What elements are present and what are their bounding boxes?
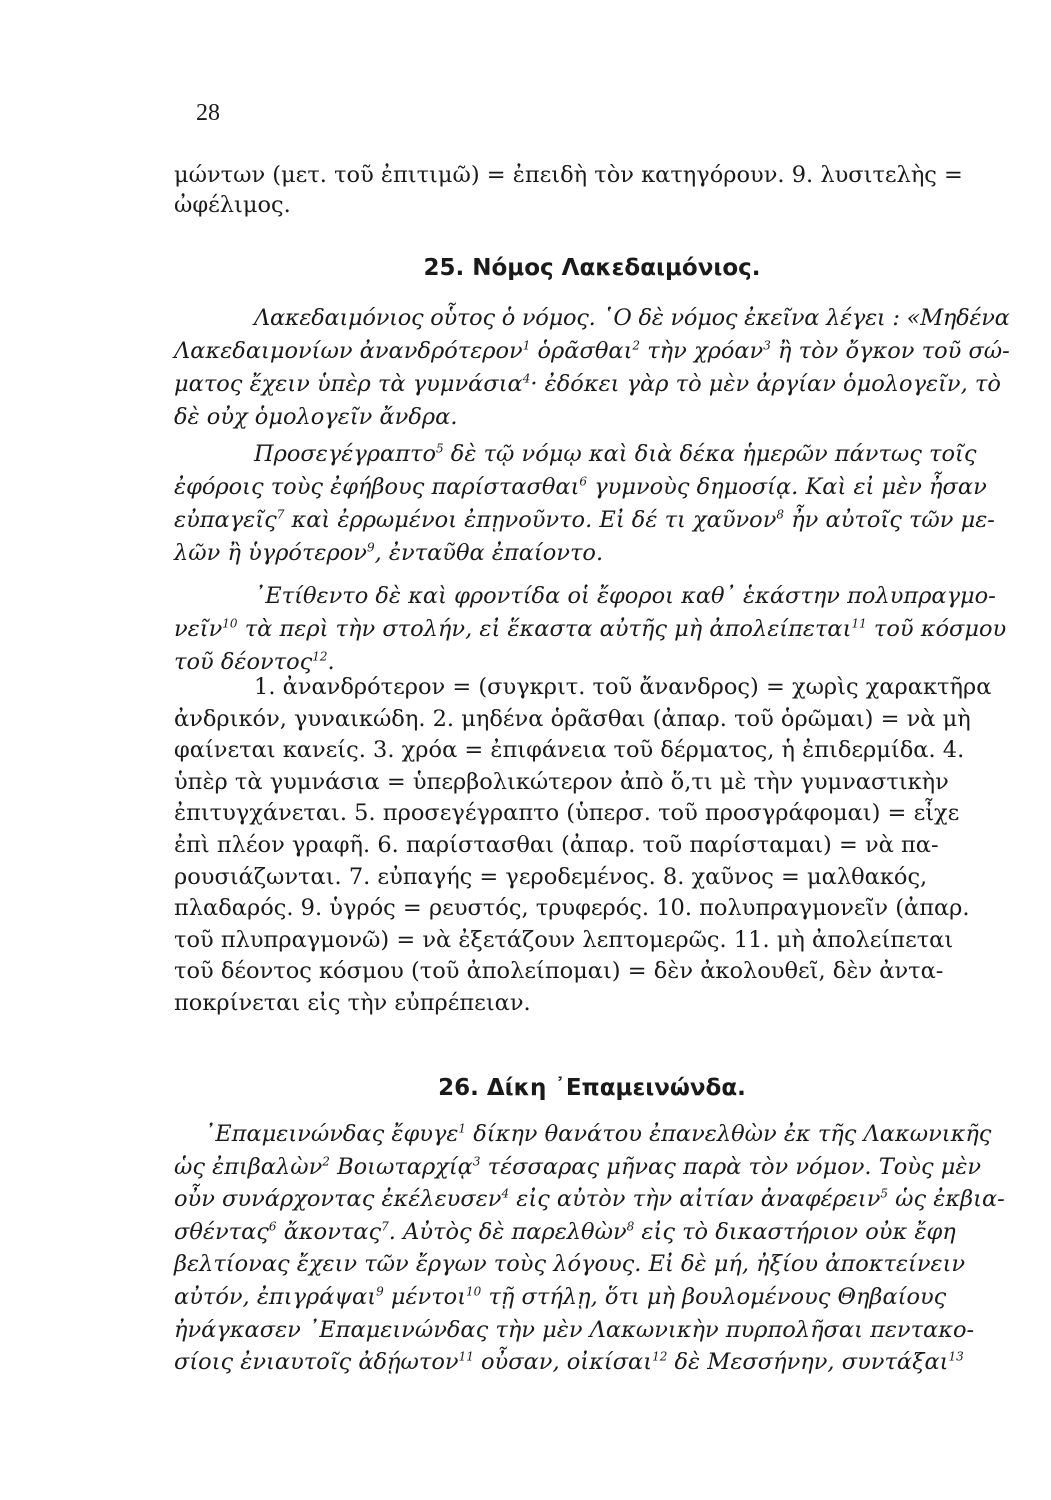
footnote-marker: 4: [501, 1186, 510, 1201]
section-heading: 25. Νόμος Λακεδαιμόνιος.: [423, 255, 761, 281]
text-line: ἐπιτυγχάνεται. 5. προσεγέγραπτο (ὑπερσ. τοῦ προσγράφομαι) = εἶχε: [174, 800, 960, 827]
footnote-marker: 4: [522, 371, 531, 386]
text-line: βελτίονας ἔχειν τῶν ἔργων τοὺς λόγους. Εἰ δὲ μή, ἠξίου ἀποκτείνειν: [174, 1251, 966, 1278]
footnote-marker: 7: [381, 1219, 389, 1234]
text-line: λῶν ἢ ὑγρότερον$^9$, ἐνταῦθα ἐπαίοντο.: [174, 540, 604, 566]
footnote-marker: 12: [652, 1349, 668, 1364]
text-line: ἠνάγκασεν ᾿Επαμεινώνδας τὴν μὲν Λακωνικὴν πυρπολῆσαι πεντακο-: [174, 1316, 975, 1343]
footnote-marker: 9: [376, 1284, 384, 1299]
text-line: Λακεδαιμόνιος οὗτος ὁ νόμος. ῾Ο δὲ νόμος ἐκεῖνα λέγει : «Μηδένα: [254, 305, 1010, 331]
text-line: εὐπαγεῖς$^7$ καὶ ἐρρωμένοι ἐπῃνοῦντο. Εἰ δέ τι χαῦνον$^8$ ἦν αὐτοῖς τῶν με-: [174, 507, 995, 533]
footnote-marker: 8: [776, 507, 785, 522]
footnote-marker: 13: [948, 1349, 964, 1364]
text-line: Προσεγέγραπτο$^5$ δὲ τῷ νόμῳ καὶ διὰ δέκα ἡμερῶν πάντως τοῖς: [254, 441, 977, 467]
text-line: μώντων (μετ. τοῦ ἐπιτιμῶ) = ἐπειδὴ τὸν κατηγόρουν. 9. λυσιτελὴς =: [174, 162, 963, 188]
text-line: ἐφόροις τοὺς ἐφήβους παρίστασθαι$^6$ γυμνοὺς δημοσίᾳ. Καὶ εἰ μὲν ἦσαν: [174, 474, 987, 500]
text-line: τοῦ πλυπραγμονῶ) = νὰ ἐξετάζουν λεπτομερῶς. 11. μὴ ἀπολείπεται: [174, 926, 954, 953]
text-line: ᾿Επαμεινώνδας ἔφυγε$^1$ δίκην θανάτου ἐπανελθὼν ἐκ τῆς Λακωνικῆς: [204, 1121, 992, 1147]
footnote-marker: 9: [366, 540, 375, 555]
text-line: ματος ἔχειν ὑπὲρ τὰ γυμνάσια$^4$· ἐδόκει γὰρ τὸ μὲν ἀργίαν ὁμολογεῖν, τὸ: [174, 371, 1001, 397]
text-line: σίοις ἐνιαυτοῖς ἀδῄωτον$^{11}$ οὖσαν, οἰκίσαι$^{12}$ δὲ Μεσσήνην, συντάξαι$^{13}$: [174, 1349, 964, 1376]
text-line: ὑπὲρ τὰ γυμνάσια = ὑπερβολικώτερον ἀπὸ ὅ,τι μὲ τὴν γυμναστικὴν: [174, 768, 949, 795]
footnote-marker: 5: [436, 441, 444, 456]
footnote-marker: 11: [851, 616, 867, 631]
footnote-marker: 2: [322, 1154, 330, 1169]
text-line: ὠφέλιμος.: [174, 192, 291, 218]
section-25-paragraph-3: [174, 580, 1010, 679]
text-line: Λακεδαιμονίων ἀνανδρότερον$^1$ ὁρᾶσθαι$^2$ τὴν χρόαν$^3$ ἢ τὸν ὄγκον τοῦ σώ-: [174, 338, 1010, 364]
text-line: ὡς ἐπιβαλὼν$^2$ Βοιωταρχίᾳ$^3$ τέσσαρας μῆνας παρὰ τὸν νόμον. Τοὺς μὲν: [174, 1153, 982, 1180]
text-line: ἐπὶ πλέον γραφῆ. 6. παρίστασθαι (ἀπαρ. τοῦ παρίσταμαι) = νὰ πα-: [174, 831, 939, 858]
text-line: ᾿Ετίθεντο δὲ καὶ φροντίδα οἱ ἔφοροι καθ᾿ ἑκάστην πολυπραγμο-: [254, 583, 996, 609]
page-number: 28: [196, 100, 220, 126]
text-line: τοῦ δέοντος κόσμου (τοῦ ἀπολείπομαι) = δὲν ἀκολουθεῖ, δὲν ἀντα-: [174, 958, 944, 985]
text-line: πλαδαρός. 9. ὑγρός = ρευστός, τρυφερός. 10. πολυπραγμονεῖν (ἀπαρ.: [174, 895, 970, 922]
section-26-paragraph: [174, 1118, 1010, 1379]
footnote-marker: 2: [632, 338, 641, 353]
text-line: ποκρίνεται εἰς τὴν εὐπρέπειαν.: [174, 989, 531, 1016]
text-line: νεῖν$^{10}$ τὰ περὶ τὴν στολήν, εἰ ἕκαστα αὐτῆς μὴ ἀπολείπεται$^{11}$ τοῦ κόσμου: [174, 616, 1007, 642]
footnote-marker: 3: [472, 1154, 481, 1169]
footnote-marker: 12: [312, 649, 328, 664]
text-line: σθέντας$^6$ ἄκοντας$^7$. Αὐτὸς δὲ παρελθὼν$^8$ εἰς τὸ δικαστήριον οὐκ ἔφη: [174, 1218, 956, 1245]
text-line: αὐτόν, ἐπιγράψαι$^9$ μέντοι$^{10}$ τῇ στήλῃ, ὅτι μὴ βουλομένους Θηβαίους: [174, 1283, 947, 1310]
text-line: φαίνεται κανείς. 3. χρόα = ἐπιφάνεια τοῦ δέρματος, ἡ ἐπιδερμίδα. 4.: [174, 737, 965, 764]
footnote-marker: 1: [458, 1121, 467, 1136]
text-line: δὲ οὐχ ὁμολογεῖν ἄνδρα.: [174, 404, 458, 430]
section-26-heading: [174, 1073, 1010, 1103]
footnote-marker: 6: [268, 1219, 277, 1234]
footnote-marker: 11: [458, 1349, 474, 1364]
footnote-marker: 10: [466, 1284, 482, 1299]
footnote-marker: 10: [222, 616, 238, 631]
text-line: τοῦ δέοντος$^{12}$.: [174, 649, 335, 675]
text-line: ἀνδρικόν, γυναικώδη. 2. μηδένα ὁρᾶσθαι (ἀπαρ. τοῦ ὁρῶμαι) = νὰ μὴ: [174, 705, 971, 732]
footnote-marker: 3: [763, 338, 771, 353]
footnote-marker: 7: [276, 507, 285, 522]
text-line: οὖν συνάρχοντας ἐκέλευσεν$^4$ εἰς αὐτὸν τὴν αἰτίαν ἀναφέρειν$^5$ ὡς ἐκβια-: [174, 1186, 1005, 1213]
footnote-marker: 6: [579, 474, 588, 489]
section-25-notes: [174, 672, 1010, 1020]
footnote-marker: 5: [880, 1186, 889, 1201]
section-25-heading: [174, 253, 1010, 283]
continued-gloss: [174, 160, 1010, 220]
section-heading: 26. Δίκη ᾿Επαμεινώνδα.: [438, 1075, 746, 1101]
section-25-paragraph-1: [174, 302, 1010, 434]
text-line: 1. ἀνανδρότερον = (συγκριτ. τοῦ ἄνανδρος) = χωρὶς χαρακτῆρα: [254, 674, 992, 700]
footnote-marker: 1: [522, 338, 531, 353]
section-25-paragraph-2: [174, 438, 1010, 570]
text-line: ρουσιάζωνται. 7. εὐπαγής = γεροδεμένος. 8. χαῦνος = μαλθακός,: [174, 863, 928, 890]
footnote-marker: 8: [626, 1219, 635, 1234]
